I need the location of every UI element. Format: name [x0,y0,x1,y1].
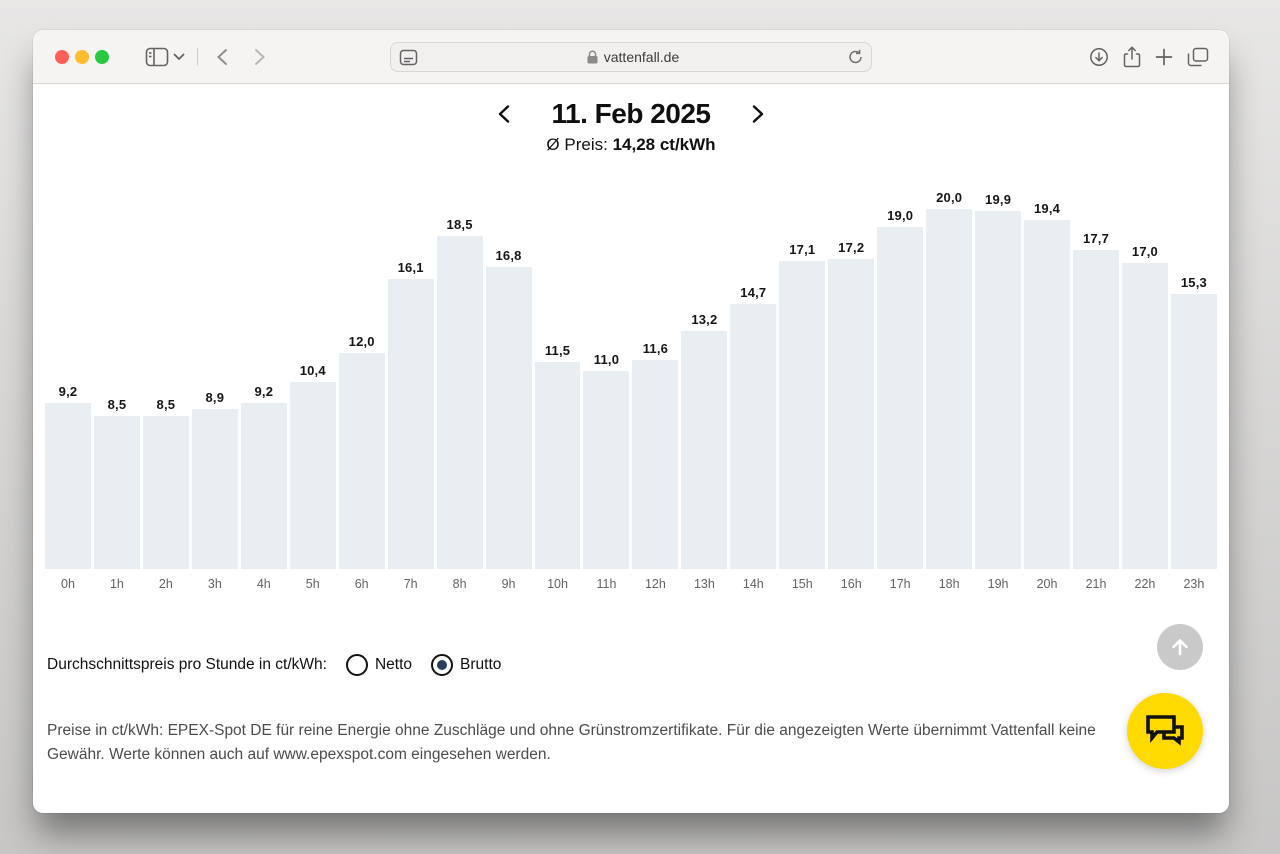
price-bar[interactable] [730,304,776,569]
price-bar[interactable] [1073,250,1119,569]
bar-column [143,397,189,569]
bar-value-label: 8,9 [205,389,225,405]
bar-column [192,390,238,569]
url-domain: vattenfall.de [603,49,680,65]
x-axis-label: 1h [109,577,124,591]
x-axis-label: 2h [158,577,173,591]
price-bar[interactable] [143,416,189,569]
toolbar-divider [197,48,198,66]
window-controls [55,50,109,64]
chevron-right-icon [254,48,266,66]
chat-bubbles-icon [1144,713,1186,749]
bar-value-label: 16,8 [495,247,522,263]
chevron-left-icon [496,104,511,124]
bar-value-label: 13,2 [691,312,718,328]
close-window-button[interactable] [55,50,69,64]
bar-value-label: 10,4 [299,362,326,378]
bar-value-label: 12,0 [348,334,375,349]
share-icon [1123,46,1141,68]
bar-column [1073,231,1119,569]
x-axis-label: 18h [938,577,960,591]
bar-column [779,242,825,569]
bar-value-label: 18,5 [446,217,473,232]
x-axis-label: 17h [889,577,911,591]
bar-value-label: 15,3 [1180,274,1207,290]
bar-column [535,343,581,569]
price-bar[interactable] [926,209,972,569]
date-navigation [33,97,1229,131]
tab-overview-icon [1187,47,1209,67]
bar-column [339,334,385,569]
bar-column [632,341,678,569]
bar-column [583,352,629,569]
x-axis-label: 16h [840,577,862,591]
x-axis-label: 11h [596,577,617,591]
x-axis-label: 13h [693,577,715,591]
bar-value-label: 11,0 [593,352,620,367]
price-bar[interactable] [388,279,434,569]
price-bar[interactable] [290,382,336,569]
x-axis-label: 14h [742,577,764,591]
bar-column [681,312,727,569]
price-bar[interactable] [45,403,91,569]
browser-toolbar [33,30,1229,84]
price-bar[interactable] [632,360,678,569]
sidebar-menu-button[interactable] [173,53,185,61]
bar-column [1171,275,1217,569]
price-bar[interactable] [681,331,727,569]
forward-button[interactable] [254,48,266,66]
price-mode-label: Durchschnittspreis pro Stunde in ct/kWh: [47,656,327,673]
bar-column [926,190,972,569]
x-axis-label: 6h [354,577,369,591]
price-bar[interactable] [779,261,825,569]
bar-value-label: 9,2 [254,384,274,400]
x-axis-label: 10h [547,577,568,591]
price-bar[interactable] [535,362,581,569]
price-bar[interactable] [1171,294,1217,569]
chevron-down-icon [173,53,185,61]
bar-value-label: 19,9 [985,191,1012,207]
radio-brutto-label: Brutto [460,656,502,673]
bar-value-label: 14,7 [740,285,767,301]
x-axis-label: 12h [644,577,666,591]
bar-column [828,240,874,569]
x-axis-label: 5h [305,577,320,591]
x-axis-label: 4h [256,577,271,591]
date-title: 11. Feb 2025 [551,98,711,129]
x-axis-label: 8h [452,577,467,591]
bar-column [45,384,91,569]
bar-column [290,363,336,569]
downloads-button[interactable] [1089,47,1109,67]
bar-column [241,384,287,569]
bar-value-label: 19,0 [887,208,914,223]
download-icon [1089,47,1109,67]
bar-value-label: 20,0 [936,190,963,205]
average-price-line [33,135,1229,159]
prev-day-button[interactable] [492,100,515,128]
x-axis-label: 9h [501,577,516,591]
price-mode-controls [47,653,1229,677]
reader-icon[interactable] [399,49,418,66]
radio-netto-label: Netto [374,656,413,673]
radio-brutto[interactable] [431,654,453,676]
bar-value-label: 16,1 [397,260,424,276]
radio-option-netto[interactable] [339,654,412,676]
lock-icon [587,50,598,64]
disclaimer-text: Preise in ct/kWh: EPEX-Spot DE für reine Energie ohne Zuschläge und ohne Grünstromzertifikate. Für die angezeigten Werte übernimmt Vattenfall keine Gewähr. Werte können auch auf www.epexspot.com eingesehen werden. [47,722,1096,763]
bar-value-label: 8,5 [107,397,127,412]
x-axis-label: 19h [987,577,1009,591]
chevron-left-icon [216,48,228,66]
average-price-label: Ø Preis: [546,135,608,154]
bar-value-label: 17,2 [838,240,865,256]
bar-value-label: 17,1 [789,242,816,258]
browser-window [33,30,1229,813]
share-button[interactable] [1123,46,1141,68]
bar-value-label: 11,5 [544,343,571,358]
average-price-value: 14,28 ct/kWh [612,135,716,154]
radio-netto[interactable] [346,654,368,676]
price-bar[interactable] [1122,263,1168,569]
chat-button[interactable] [1127,693,1203,769]
bar-value-label: 8,5 [156,397,176,412]
x-axis-label: 0h [61,577,75,591]
minimize-window-button[interactable] [75,50,89,64]
x-axis-label: 23h [1183,577,1205,591]
bar-column [486,248,532,569]
bar-column [388,260,434,569]
arrow-up-icon [1169,636,1191,658]
sidebar-toggle-button[interactable] [145,47,169,67]
bar-column [437,217,483,569]
chevron-right-icon [751,104,766,124]
price-bar[interactable] [437,236,483,569]
price-bar-chart [45,179,1217,569]
bar-value-label: 11,6 [642,341,669,357]
price-bar[interactable] [486,267,532,569]
radio-option-brutto[interactable] [424,654,501,676]
price-bar[interactable] [1024,220,1070,569]
bar-column [730,285,776,569]
bar-column [94,397,140,569]
toolbar-right-group [1089,30,1209,84]
price-bar[interactable] [241,403,287,569]
new-tab-button[interactable] [1155,48,1173,66]
price-bar[interactable] [975,211,1021,569]
next-day-button[interactable] [747,100,770,128]
reload-button[interactable] [848,49,863,65]
sidebar-icon [145,47,169,67]
back-button[interactable] [216,48,228,66]
nav-button-group [145,47,266,67]
x-axis-label: 3h [207,577,222,591]
plus-icon [1155,48,1173,66]
price-bar[interactable] [339,353,385,569]
tab-overview-button[interactable] [1187,47,1209,67]
bar-column [975,192,1021,569]
bar-value-label: 17,0 [1131,244,1158,259]
x-axis-label: 21h [1085,577,1107,591]
x-axis-label: 15h [791,577,813,591]
url-text-group [418,49,848,65]
bar-value-label: 19,4 [1033,200,1061,216]
price-bar[interactable] [828,259,874,569]
price-bar[interactable] [877,227,923,569]
x-axis-label: 20h [1036,577,1058,591]
x-axis [45,577,1217,593]
price-bar[interactable] [583,371,629,569]
bar-value-label: 17,7 [1082,231,1110,247]
price-bar[interactable] [192,409,238,569]
bar-value-label: 9,2 [58,384,78,400]
price-bar[interactable] [94,416,140,569]
x-axis-label: 22h [1134,577,1156,591]
x-axis-label: 7h [403,577,418,591]
scroll-to-top-button[interactable] [1157,624,1203,670]
zoom-window-button[interactable] [95,50,109,64]
address-bar[interactable] [390,42,872,72]
bar-column [1122,244,1168,569]
bar-column [1024,201,1070,569]
reload-icon [848,49,863,65]
bar-column [877,208,923,569]
